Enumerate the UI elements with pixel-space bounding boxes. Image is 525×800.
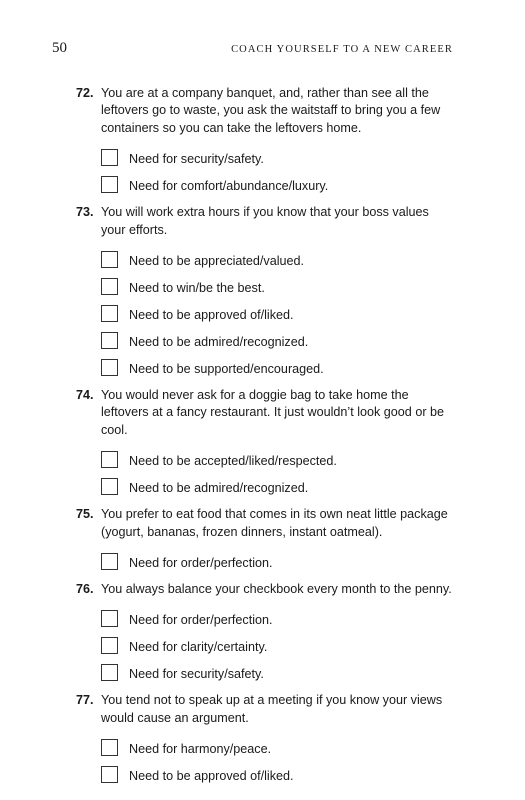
option-label: Need to be approved of/liked. [129, 308, 294, 323]
checkbox[interactable] [101, 278, 118, 295]
checkbox[interactable] [101, 451, 118, 468]
option-list [101, 602, 456, 683]
option-item [101, 629, 456, 656]
option-item [101, 324, 456, 351]
option-label: Need to be supported/encouraged. [129, 362, 324, 377]
page-number: 50 [52, 40, 67, 56]
question-item [76, 581, 456, 683]
checkbox[interactable] [101, 149, 118, 166]
question-number: 73. [76, 205, 94, 220]
option-item [101, 351, 456, 378]
option-item [101, 602, 456, 629]
option-list [101, 731, 456, 785]
option-label: Need for comfort/abundance/luxury. [129, 179, 329, 194]
option-item [101, 243, 456, 270]
question-number: 74. [76, 388, 94, 403]
option-label: Need to win/be the best. [129, 281, 265, 296]
option-list [101, 243, 456, 378]
question-row [76, 85, 456, 137]
checkbox[interactable] [101, 305, 118, 322]
question-row [76, 581, 456, 598]
checkbox[interactable] [101, 637, 118, 654]
checkbox[interactable] [101, 553, 118, 570]
checkbox[interactable] [101, 766, 118, 783]
checkbox[interactable] [101, 332, 118, 349]
option-item [101, 270, 456, 297]
question-list [76, 85, 456, 794]
option-list [101, 443, 456, 497]
checkbox[interactable] [101, 664, 118, 681]
question-number: 77. [76, 693, 94, 708]
option-item [101, 168, 456, 195]
option-label: Need to be approved of/liked. [129, 769, 294, 784]
option-label: Need to be admired/recognized. [129, 335, 309, 350]
question-item [76, 387, 456, 497]
question-text: You would never ask for a doggie bag to take home the leftovers at a fancy restaurant. It just wouldn’t look good or be cool. [101, 388, 445, 437]
option-label: Need for clarity/certainty. [129, 640, 268, 655]
option-label: Need for security/safety. [129, 152, 264, 167]
option-label: Need for harmony/peace. [129, 742, 272, 757]
option-label: Need to be appreciated/valued. [129, 254, 305, 269]
question-row [76, 387, 456, 439]
option-item [101, 141, 456, 168]
option-item [101, 758, 456, 785]
option-item [101, 297, 456, 324]
option-list [101, 545, 456, 572]
option-item [101, 470, 456, 497]
question-row [76, 692, 456, 727]
question-text: You prefer to eat food that comes in its own neat little package (yogurt, bananas, frozen dinners, instant oatmeal). [101, 507, 448, 539]
option-item [101, 443, 456, 470]
question-number: 72. [76, 86, 94, 100]
page-header [52, 40, 453, 57]
question-item [76, 692, 456, 785]
question-row [76, 204, 456, 239]
option-item [101, 545, 456, 572]
checkbox[interactable] [101, 176, 118, 193]
question-number: 75. [76, 507, 94, 522]
option-item [101, 731, 456, 758]
question-item [76, 204, 456, 378]
question-item [76, 506, 456, 572]
question-text: You are at a company banquet, and, rather than see all the leftovers go to waste, you ask the waitstaff to bring you a few containers so you can take the leftovers home. [101, 86, 441, 135]
question-row [76, 506, 456, 541]
checkbox[interactable] [101, 478, 118, 495]
option-label: Need for order/perfection. [129, 556, 273, 571]
question-number: 76. [76, 582, 94, 597]
option-item [101, 656, 456, 683]
option-label: Need to be admired/recognized. [129, 481, 309, 496]
option-label: Need to be accepted/liked/respected. [129, 454, 337, 469]
checkbox[interactable] [101, 251, 118, 268]
running-head: COACH YOURSELF TO A NEW CAREER [231, 44, 453, 55]
option-label: Need for security/safety. [129, 667, 264, 682]
checkbox[interactable] [101, 610, 118, 627]
checkbox[interactable] [101, 739, 118, 756]
question-text: You will work extra hours if you know that your boss values your efforts. [101, 205, 429, 237]
question-item [76, 85, 456, 195]
question-text: You tend not to speak up at a meeting if you know your views would cause an argument. [101, 693, 443, 725]
question-text: You always balance your checkbook every month to the penny. [101, 582, 452, 597]
option-label: Need for order/perfection. [129, 613, 273, 628]
option-list [101, 141, 456, 195]
checkbox[interactable] [101, 359, 118, 376]
